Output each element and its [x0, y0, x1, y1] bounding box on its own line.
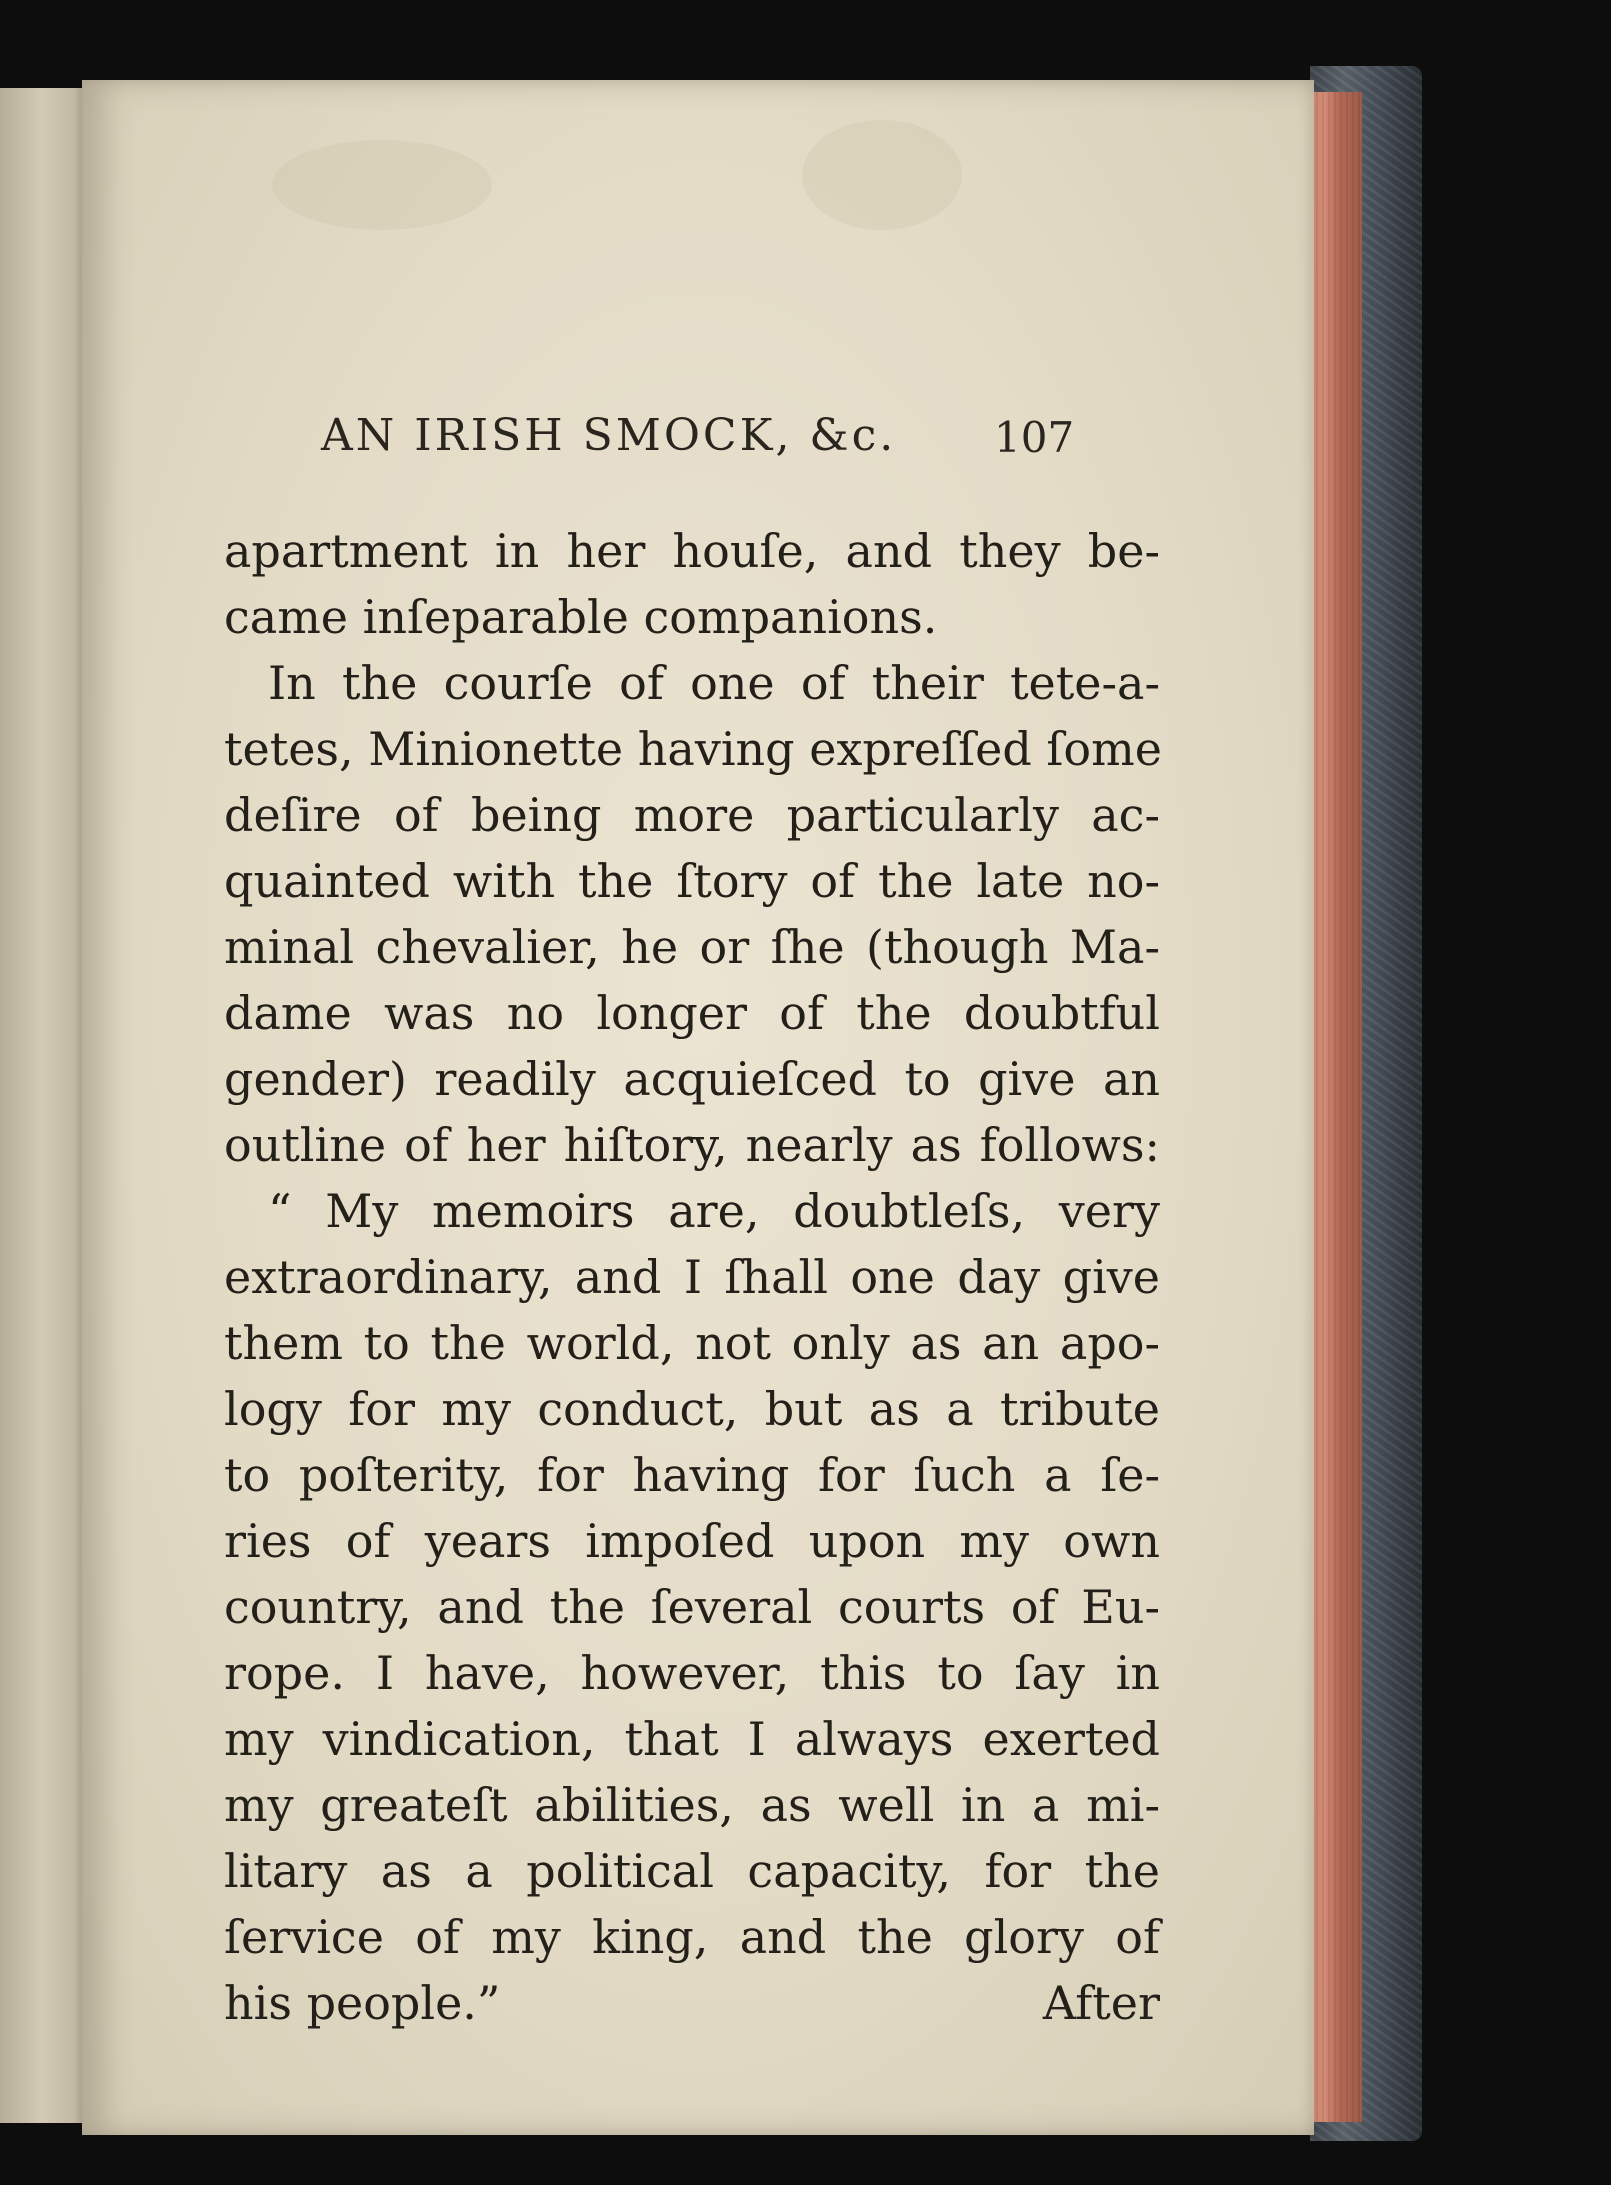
text-line: outline of her hiſtory, nearly as follows:	[224, 1118, 1160, 1172]
final-line	[224, 1970, 1160, 2036]
body-text	[224, 518, 1160, 2036]
text-line: gender) readily acquieſced to give an	[224, 1052, 1160, 1106]
text-line: logy for my conduct, but as a tribute	[224, 1382, 1160, 1436]
text-line: them to the world, not only as an apo-	[224, 1316, 1160, 1370]
text-line: came inſeparable companions.	[224, 590, 938, 644]
text-line: In the courſe of one of their tete-a-	[268, 656, 1160, 710]
page-number: 107	[994, 413, 1075, 462]
text-line: ſervice of my king, and the glory of	[224, 1910, 1160, 1964]
text-line: dame was no longer of the doubtful	[224, 986, 1160, 1040]
text-line: rope. I have, however, this to ſay in	[224, 1646, 1160, 1700]
text-line: apartment in her houſe, and they be-	[224, 524, 1160, 578]
text-line: litary as a political capacity, for the	[224, 1844, 1160, 1898]
text-line: my vindication, that I always exerted	[224, 1712, 1160, 1766]
running-title: AN IRISH SMOCK, &c.	[321, 410, 897, 461]
text-line: “ My memoirs are, doubtleſs, very	[268, 1184, 1160, 1238]
text-line: extraordinary, and I ſhall one day give	[224, 1250, 1160, 1304]
final-line-text: his people.”	[224, 1976, 501, 2030]
text-line: country, and the ſeveral courts of Eu-	[224, 1580, 1160, 1634]
text-line: my greateſt abilities, as well in a mi-	[224, 1778, 1160, 1832]
text-line: to poſterity, for having for ſuch a ſe-	[224, 1448, 1160, 1502]
text-line: ries of years impoſed upon my own	[224, 1514, 1160, 1568]
text-line: quainted with the ſtory of the late no-	[224, 854, 1160, 908]
book-page	[82, 80, 1314, 2135]
facing-page-edge	[0, 88, 92, 2123]
catchword: After	[1042, 1976, 1160, 2030]
text-line: tetes, Minionette having expreſſed ſome	[224, 722, 1162, 776]
text-line: deſire of being more particularly ac-	[224, 788, 1160, 842]
text-line: minal chevalier, he or ſhe (though Ma-	[224, 920, 1160, 974]
